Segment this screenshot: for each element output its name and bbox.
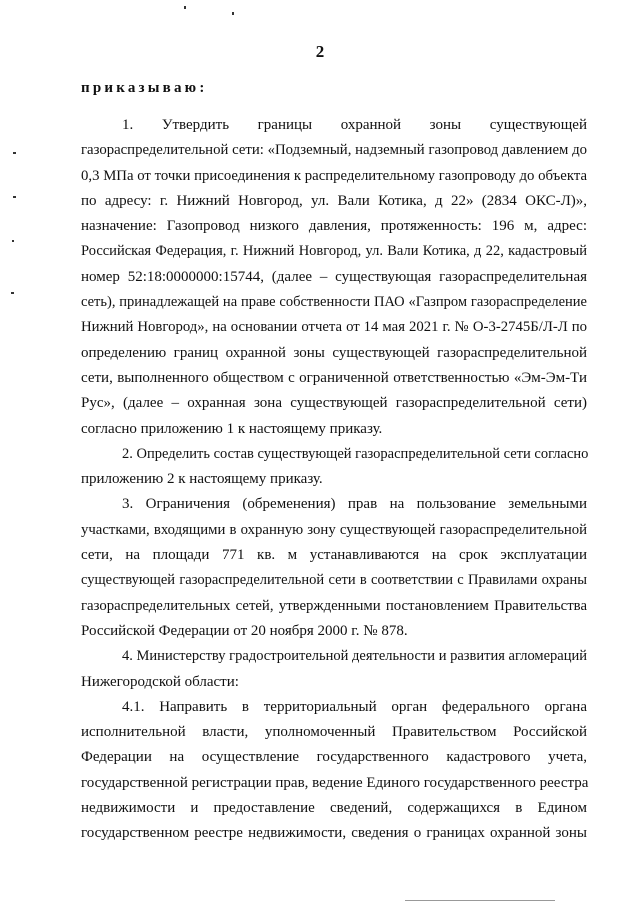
bottom-rule xyxy=(405,900,555,901)
text-line: определению границ охранной зоны существующей газораспределительной xyxy=(81,344,587,361)
text-line: 3. Ограничения (обременения) прав на пользование земельными xyxy=(122,496,587,513)
scan-mark xyxy=(184,6,186,9)
text-line: газораспределительной сети: «Подземный, надземный газопровод давлением до xyxy=(81,142,587,159)
text-line: сеть), принадлежащей на праве собственности ПАО «Газпром газораспределение xyxy=(81,294,587,311)
scan-mark xyxy=(12,240,14,242)
text-line: газораспределительных сетей, утвержденными постановлением Правительства xyxy=(81,597,587,614)
scan-mark xyxy=(13,152,16,154)
page-number: 2 xyxy=(315,42,325,61)
text-line: существующей газораспределительной сети в соответствии с Правилами охраны xyxy=(81,572,587,589)
text-line: 1. Утвердить границы охранной зоны существующей xyxy=(122,117,587,133)
scan-mark xyxy=(13,196,16,198)
text-line: Федерации на осуществление государственного кадастрового учета, xyxy=(81,749,587,766)
text-line: государственной регистрации прав, ведение Единого государственного реестра xyxy=(81,774,589,791)
scan-mark xyxy=(11,292,14,294)
text-line: Нижегородской области: xyxy=(81,673,239,690)
text-line: 4. Министерству градостроительной деятельности и развития агломераций xyxy=(122,648,587,665)
text-line: государственном реестре недвижимости, сведения о границах охранной зоны xyxy=(81,825,587,842)
document-body xyxy=(81,113,587,847)
text-line: Нижний Новгород», на основании отчета от 14 мая 2021 г. № О-3-2745Б/Л-Л по xyxy=(81,319,587,336)
text-line: Российской Федерации от 20 ноября 2000 г. № 878. xyxy=(81,622,408,639)
text-line: назначение: Газопровод низкого давления, протяженность: 196 м, адрес: xyxy=(81,218,587,235)
text-line: приложению 2 к настоящему приказу. xyxy=(81,471,323,488)
text-line: согласно приложению 1 к настоящему приказу. xyxy=(81,420,383,437)
order-heading: приказываю: xyxy=(81,80,208,96)
text-line: сети, на площади 771 кв. м устанавливаются на срок эксплуатации xyxy=(81,547,587,564)
text-line: Российская Федерация, г. Нижний Новгород, ул. Вали Котика, д 22, кадастровый xyxy=(81,243,587,260)
text-line: исполнительной власти, уполномоченный Правительством Российской xyxy=(81,724,587,741)
text-line: 2. Определить состав существующей газораспределительной сети согласно xyxy=(122,445,589,462)
text-line: участками, входящими в охранную зону существующей газораспределительной xyxy=(81,521,587,538)
text-line: 0,3 МПа от точки присоединения к распределительному газопроводу до объекта xyxy=(81,167,587,184)
text-line: Рус», (далее – охранная зона существующей газораспределительной сети) xyxy=(81,395,587,412)
text-line: по адресу: г. Нижний Новгород, ул. Вали Котика, д 22» (2834 ОКС-Л)», xyxy=(81,192,587,209)
text-line: номер 52:18:0000000:15744, (далее – существующая газораспределительная xyxy=(81,268,587,285)
scan-mark xyxy=(232,12,234,15)
text-line: сети, выполненного обществом с ограниченной ответственностью «Эм-Эм-Ти xyxy=(81,369,587,386)
text-line: 4.1. Направить в территориальный орган федерального органа xyxy=(122,698,587,715)
text-line: недвижимости и предоставление сведений, содержащихся в Едином xyxy=(81,800,587,817)
